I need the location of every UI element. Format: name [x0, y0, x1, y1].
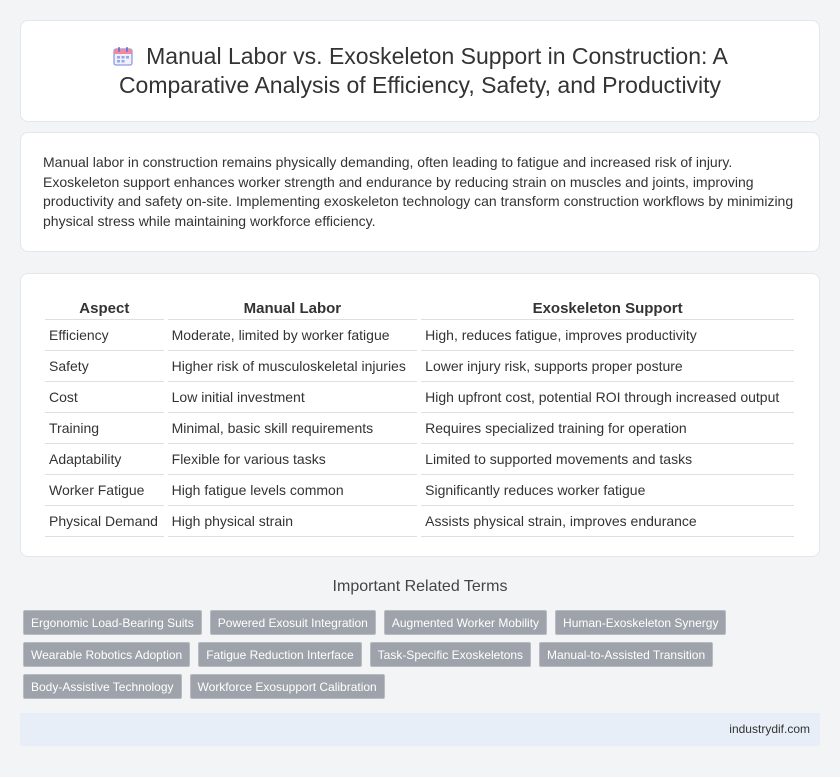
cell-manual: Low initial investment	[168, 382, 418, 413]
cell-exoskeleton: High upfront cost, potential ROI through increased output	[421, 382, 794, 413]
calendar-icon	[112, 45, 134, 67]
cell-exoskeleton: Significantly reduces worker fatigue	[421, 475, 794, 506]
related-term-tag[interactable]: Body-Assistive Technology	[23, 674, 182, 699]
cell-manual: Moderate, limited by worker fatigue	[168, 320, 418, 351]
cell-aspect: Training	[45, 413, 164, 444]
table-row	[45, 413, 794, 444]
cell-aspect: Efficiency	[45, 320, 164, 351]
cell-exoskeleton: Limited to supported movements and tasks	[421, 444, 794, 475]
cell-aspect: Safety	[45, 351, 164, 382]
table-header-row	[45, 296, 794, 320]
cell-exoskeleton: Requires specialized training for operation	[421, 413, 794, 444]
related-term-tag[interactable]: Human-Exoskeleton Synergy	[555, 610, 726, 635]
intro-card	[20, 132, 820, 252]
page-title	[51, 42, 789, 100]
title-card	[20, 20, 820, 122]
related-term-tag[interactable]: Fatigue Reduction Interface	[198, 642, 361, 667]
cell-manual: High fatigue levels common	[168, 475, 418, 506]
related-term-tag[interactable]: Ergonomic Load-Bearing Suits	[23, 610, 202, 635]
related-term-tag[interactable]: Wearable Robotics Adoption	[23, 642, 190, 667]
table-row	[45, 444, 794, 475]
related-term-tag[interactable]: Manual-to-Assisted Transition	[539, 642, 713, 667]
cell-aspect: Cost	[45, 382, 164, 413]
related-terms-heading: Important Related Terms	[332, 578, 508, 595]
table-row	[45, 382, 794, 413]
cell-exoskeleton: Lower injury risk, supports proper posture	[421, 351, 794, 382]
intro-paragraph: Manual labor in construction remains physically demanding, often leading to fatigue and increased risk of injury. Exoskeleton support enhances worker strength and endurance by reducing strain on muscles and joints, improving productivity and safety on-site. Implementing exoskeleton technology can transform construction workflows by minimizing physical stress while maintaining workforce efficiency.	[43, 154, 794, 229]
cell-manual: Flexible for various tasks	[168, 444, 418, 475]
cell-aspect: Worker Fatigue	[45, 475, 164, 506]
related-terms-list	[23, 610, 823, 706]
table-row	[45, 475, 794, 506]
cell-aspect: Adaptability	[45, 444, 164, 475]
comparison-table	[41, 296, 798, 537]
cell-manual: Minimal, basic skill requirements	[168, 413, 418, 444]
cell-manual: High physical strain	[168, 506, 418, 537]
cell-aspect: Physical Demand	[45, 506, 164, 537]
header-manual-labor: Manual Labor	[168, 296, 418, 320]
related-term-tag[interactable]: Powered Exosuit Integration	[210, 610, 376, 635]
cell-manual: Higher risk of musculoskeletal injuries	[168, 351, 418, 382]
cell-exoskeleton: Assists physical strain, improves endurance	[421, 506, 794, 537]
comparison-table-card	[20, 273, 820, 557]
table-row	[45, 320, 794, 351]
footer-site-link[interactable]: industrydif.com	[729, 722, 810, 736]
related-term-tag[interactable]: Task-Specific Exoskeletons	[370, 642, 531, 667]
footer	[20, 713, 820, 746]
table-row	[45, 351, 794, 382]
page-title-text: Manual Labor vs. Exoskeleton Support in Construction: A Comparative Analysis of Efficiency, Safety, and Productivity	[118, 43, 728, 98]
cell-exoskeleton: High, reduces fatigue, improves productivity	[421, 320, 794, 351]
related-term-tag[interactable]: Augmented Worker Mobility	[384, 610, 547, 635]
header-aspect: Aspect	[45, 296, 164, 320]
title-wrap	[21, 42, 819, 100]
header-exoskeleton-support: Exoskeleton Support	[421, 296, 794, 320]
table-row	[45, 506, 794, 537]
related-term-tag[interactable]: Workforce Exosupport Calibration	[190, 674, 385, 699]
